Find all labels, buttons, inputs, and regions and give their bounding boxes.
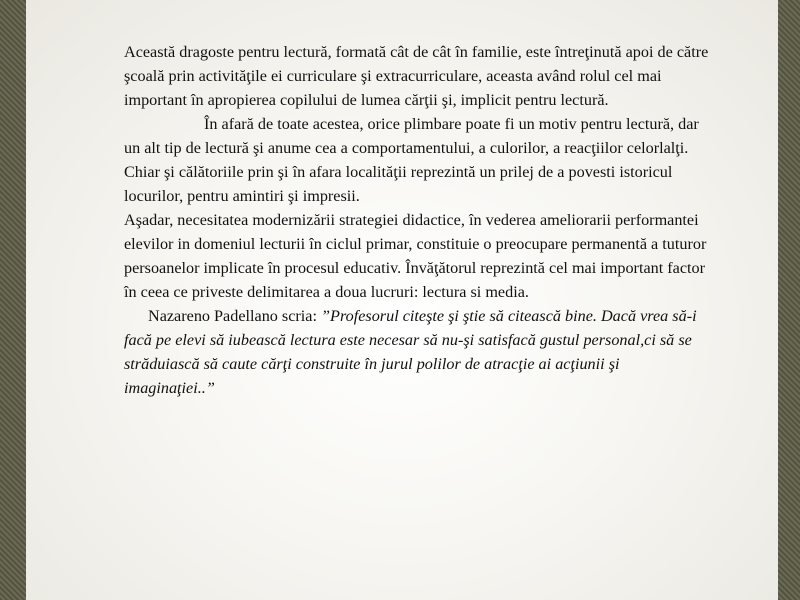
quote-paragraph xyxy=(124,304,714,400)
paragraph-3: Aşadar, necesitatea modernizării strategiei didactice, în vederea ameliorarii performantei elevilor in domeniul lecturii în ciclul primar, constituie o preocupare permanentă a tuturor persoanelor implicate în procesul educativ. Învăţătorul reprezintă cel mai important factor în ceea ce priveste delimitarea a doua lucruri: lectura si media. xyxy=(124,211,707,301)
left-decorative-border xyxy=(0,0,26,600)
slide-text-body xyxy=(124,40,714,400)
quote-text: ”Profesorul citeşte şi ştie să citească bine. Dacă vrea să-i facă pe elevi să iubească lectura este necesar să nu-şi satisfacă gustul personal,ci să se străduiască să caute cărţi construite în jurul polilor de atracţie ai acţiunii şi imaginaţiei..” xyxy=(124,307,697,397)
right-decorative-border xyxy=(778,0,800,600)
paragraph-2: În afară de toate acestea, orice plimbare poate fi un motiv pentru lectură, dar un alt tip de lectură şi anume cea a comportamentului, a culorilor, a reacţiilor celorlalţi. Chiar şi călătoriile prin şi în afara localităţii reprezintă un prilej de a povesti istoricul locurilor, pentru amintiri şi impresii. xyxy=(124,115,699,205)
paragraph-1: Această dragoste pentru lectură, formată cât de cât în familie, este întreţinută apoi de către şcoală prin activităţile ei curriculare şi extracurriculare, aceasta având rolul cel mai important în apropierea copilului de lumea cărţii şi, implicit pentru lectură. xyxy=(124,43,709,109)
quote-intro: Nazareno Padellano scria: xyxy=(148,307,322,325)
